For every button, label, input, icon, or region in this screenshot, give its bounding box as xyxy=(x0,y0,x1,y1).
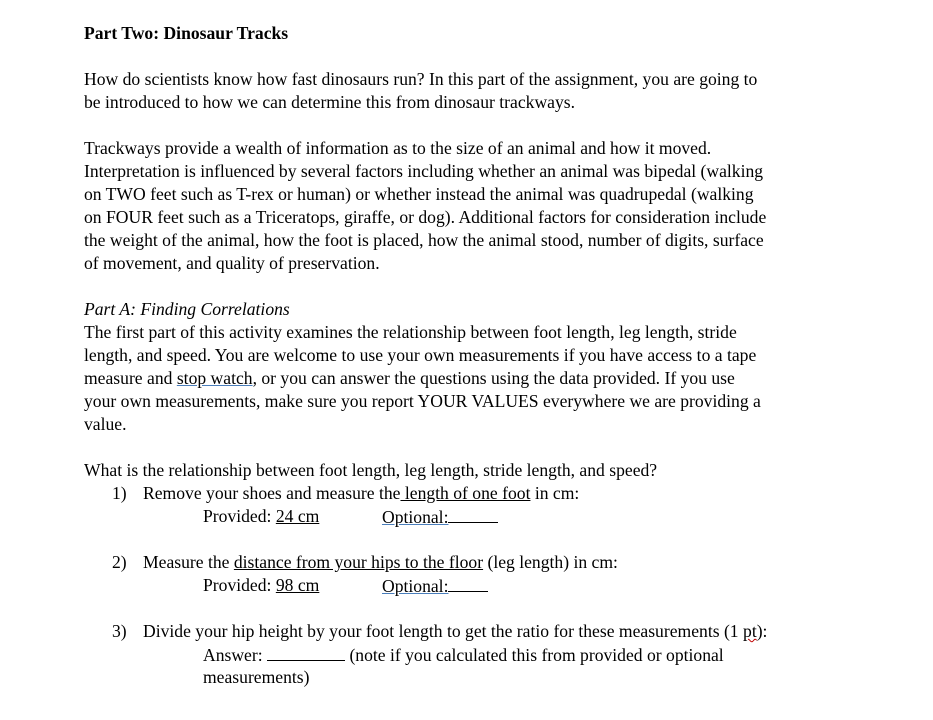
list-item-2 xyxy=(84,551,884,574)
item-1-text-start: Remove your shoes and measure the xyxy=(143,483,401,503)
item-2-answers xyxy=(84,574,884,597)
item-2-underlined: distance from your hips to the floor xyxy=(233,552,484,572)
trackways-line-3: on TWO feet such as T-rex or human) or whether instead the animal was quadrupedal (walking xyxy=(84,184,754,204)
answer-blank[interactable] xyxy=(267,643,345,661)
spellcheck-word: pt xyxy=(743,621,757,641)
trackways-line-2: Interpretation is influenced by several factors including whether an animal was bipedal (walking xyxy=(84,161,764,181)
provided-label: Provided: xyxy=(203,506,272,526)
provided-value: 24 cm xyxy=(275,506,320,526)
trackways-line-1: Trackways provide a wealth of information as to the size of an animal and how it moved. xyxy=(84,138,712,158)
page-title: Part Two: Dinosaur Tracks xyxy=(84,23,289,43)
item-1-answers xyxy=(84,505,884,528)
optional-label: Optional: xyxy=(382,507,449,527)
intro-line-2: be introduced to how we can determine this from dinosaur trackways. xyxy=(84,92,576,112)
item-3-answers xyxy=(84,643,884,666)
question-text: What is the relationship between foot length, leg length, stride length, and speed? xyxy=(84,460,658,480)
stop-watch-link[interactable]: stop watch xyxy=(176,368,253,388)
part-a-line-4: your own measurements, make sure you report YOUR VALUES everywhere we are providing a xyxy=(84,391,761,411)
trackways-line-5: the weight of the animal, how the foot is placed, how the animal stood, number of digits, surface xyxy=(84,230,764,250)
list-item-1 xyxy=(84,482,884,505)
list-item-3 xyxy=(84,620,884,643)
part-a-heading: Part A: Finding Correlations xyxy=(84,299,290,319)
answer-label: Answer: xyxy=(203,645,263,665)
list-number: 2) xyxy=(112,552,127,572)
provided-value: 98 cm xyxy=(275,575,320,595)
part-a-line-5: value. xyxy=(84,414,127,434)
list-number: 1) xyxy=(112,483,127,503)
provided-label: Provided: xyxy=(203,575,272,595)
list-number: 3) xyxy=(112,621,127,641)
optional-label: Optional: xyxy=(382,576,449,596)
answer-note: (note if you calculated this from provided or optional xyxy=(349,645,724,665)
trackways-line-4: on FOUR feet such as a Triceratops, giraffe, or dog). Additional factors for consideration include xyxy=(84,207,767,227)
document-page xyxy=(84,22,884,689)
item-2-text-end: (leg length) in cm: xyxy=(483,552,618,572)
trackways-line-6: of movement, and quality of preservation. xyxy=(84,253,380,273)
part-a-line-3-end: , or you can answer the questions using the data provided. If you use xyxy=(252,368,735,388)
part-a-line-2: length, and speed. You are welcome to use your own measurements if you have access to a tape xyxy=(84,345,757,365)
optional-answer-blank[interactable] xyxy=(448,505,498,523)
item-2-text-start: Measure the xyxy=(143,552,234,572)
answer-note-continued: measurements) xyxy=(203,667,310,687)
item-1-underlined: length of one foot xyxy=(400,483,531,503)
item-3-text-end: ): xyxy=(756,621,768,641)
optional-answer-blank[interactable] xyxy=(448,574,488,592)
item-3-text-start: Divide your hip height by your foot length to get the ratio for these measurements (1 xyxy=(143,621,744,641)
intro-line-1: How do scientists know how fast dinosaurs run? In this part of the assignment, you are going to xyxy=(84,69,758,89)
part-a-line-3 xyxy=(84,367,884,390)
part-a-line-1: The first part of this activity examines the relationship between foot length, leg length, stride xyxy=(84,322,737,342)
item-1-text-end: in cm: xyxy=(530,483,580,503)
part-a-line-3-start: measure and xyxy=(84,368,177,388)
